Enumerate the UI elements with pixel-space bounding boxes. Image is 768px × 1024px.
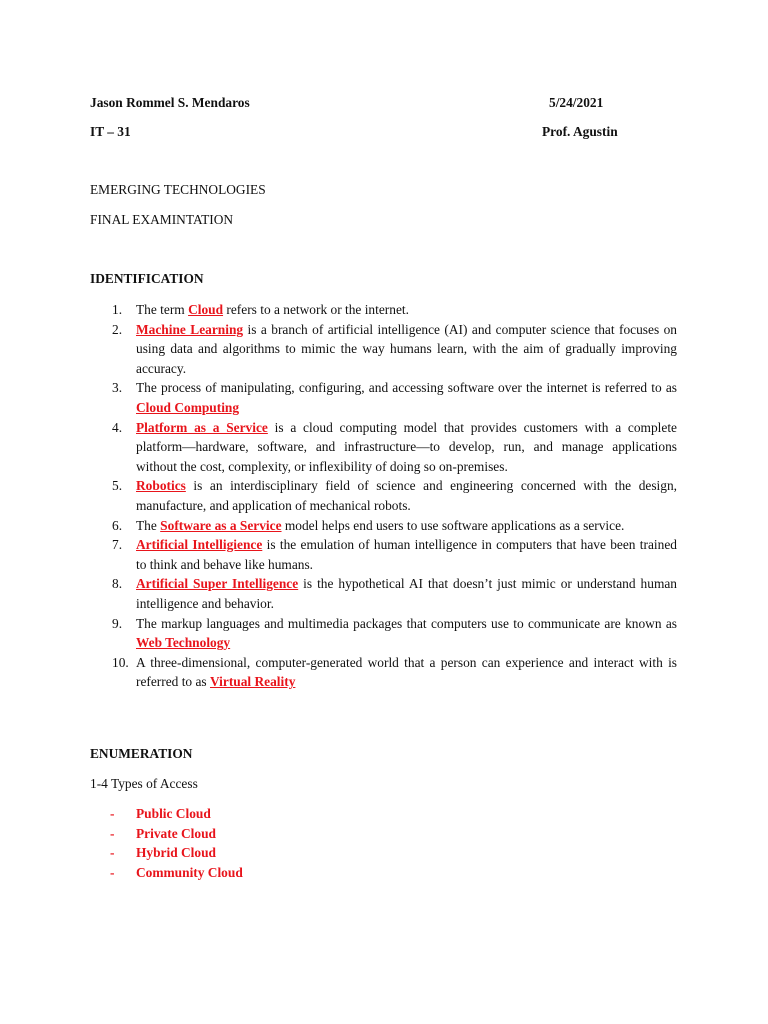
- list-item: [110, 824, 243, 844]
- item-text: is the emulation of human intelligence in computers that have been trained to think and behave like humans.: [136, 537, 677, 572]
- answer-text: Virtual Reality: [209, 674, 296, 690]
- item-number: 3.: [112, 380, 123, 396]
- item-text: The process of manipulating, configuring, and accessing software over the internet is referred to as: [136, 380, 677, 396]
- dash-bullet: -: [110, 806, 115, 821]
- item-text: model helps end users to use software applications as a service.: [281, 517, 625, 533]
- item-text: refers to a network or the internet.: [223, 302, 409, 317]
- item-number: 10.: [112, 654, 129, 670]
- section-label: IT – 31: [90, 124, 131, 139]
- answer-text: Cloud: [188, 302, 224, 317]
- item-text: A three-dimensional, computer-generated world that a person can experience and interact with is referred to as: [136, 654, 677, 690]
- item-text: The term: [136, 302, 189, 317]
- item-number: 9.: [112, 615, 123, 631]
- list-item: [90, 653, 677, 692]
- item-text: is the hypothetical AI that doesn’t just mimic or understand human intelligence and behavior.: [136, 576, 677, 611]
- list-item: [90, 476, 677, 515]
- item-text: The: [136, 517, 161, 533]
- answer-text: Software as a Service: [160, 517, 282, 533]
- list-item: [90, 300, 677, 320]
- dash-bullet: -: [110, 825, 115, 841]
- item-number: 6.: [112, 517, 123, 533]
- list-item: [90, 320, 677, 379]
- list-item: [110, 804, 243, 824]
- list-item: [90, 535, 677, 574]
- enumeration-item: Public Cloud: [136, 806, 211, 821]
- exam-title: FINAL EXAMINTATION: [90, 212, 234, 227]
- answer-text: Machine Learning: [136, 321, 244, 337]
- enumeration-item: Hybrid Cloud: [136, 845, 216, 860]
- item-number: 8.: [112, 576, 123, 592]
- item-text: is a branch of artificial intelligence (AI) and computer science that focuses on using data and algorithms to mimic the way humans learn, with the aim of gradually improving accuracy.: [136, 321, 677, 376]
- answer-text: Artificial Intelligience: [136, 537, 263, 553]
- list-item: [90, 516, 677, 536]
- identification-list: [90, 300, 677, 692]
- student-name: Jason Rommel S. Mendaros: [90, 95, 250, 110]
- item-number: 5.: [112, 478, 123, 494]
- enumeration-list: [110, 804, 243, 882]
- professor-name: Prof. Agustin: [542, 124, 618, 139]
- list-item: [90, 418, 677, 477]
- identification-heading: IDENTIFICATION: [90, 271, 204, 286]
- enumeration-heading: ENUMERATION: [90, 746, 193, 761]
- item-number: 7.: [112, 537, 123, 553]
- answer-text: Cloud Computing: [136, 399, 240, 415]
- course-title: EMERGING TECHNOLOGIES: [90, 182, 266, 197]
- item-number: 4.: [112, 419, 123, 435]
- list-item: [110, 843, 243, 863]
- enumeration-item: Community Cloud: [136, 864, 243, 880]
- item-text: is a cloud computing model that provides customers with a complete platform—hardware, software, and infrastructure—to develop, run, and manage applications without the cost, complexity, or inflexibility of doing so on-premises.: [136, 419, 677, 474]
- dash-bullet: -: [110, 864, 115, 880]
- item-text: is an interdisciplinary field of science and engineering concerned with the design, manufacture, and application of mechanical robots.: [136, 478, 677, 513]
- list-item: [90, 378, 677, 417]
- exam-date: 5/24/2021: [549, 95, 604, 110]
- dash-bullet: -: [110, 845, 115, 860]
- answer-text: Robotics: [136, 478, 186, 494]
- item-text: The markup languages and multimedia packages that computers use to communicate are known as: [136, 615, 677, 631]
- list-item: [90, 574, 677, 613]
- item-number: 1.: [112, 302, 123, 317]
- answer-text: Platform as a Service: [136, 419, 268, 435]
- answer-text: Web Technology: [136, 635, 231, 651]
- list-item: [90, 614, 677, 653]
- answer-text: Artificial Super Intelligence: [136, 576, 299, 592]
- item-number: 2.: [112, 321, 123, 337]
- list-item: [110, 863, 243, 883]
- enumeration-subheading: 1-4 Types of Access: [90, 776, 198, 791]
- enumeration-item: Private Cloud: [136, 825, 216, 841]
